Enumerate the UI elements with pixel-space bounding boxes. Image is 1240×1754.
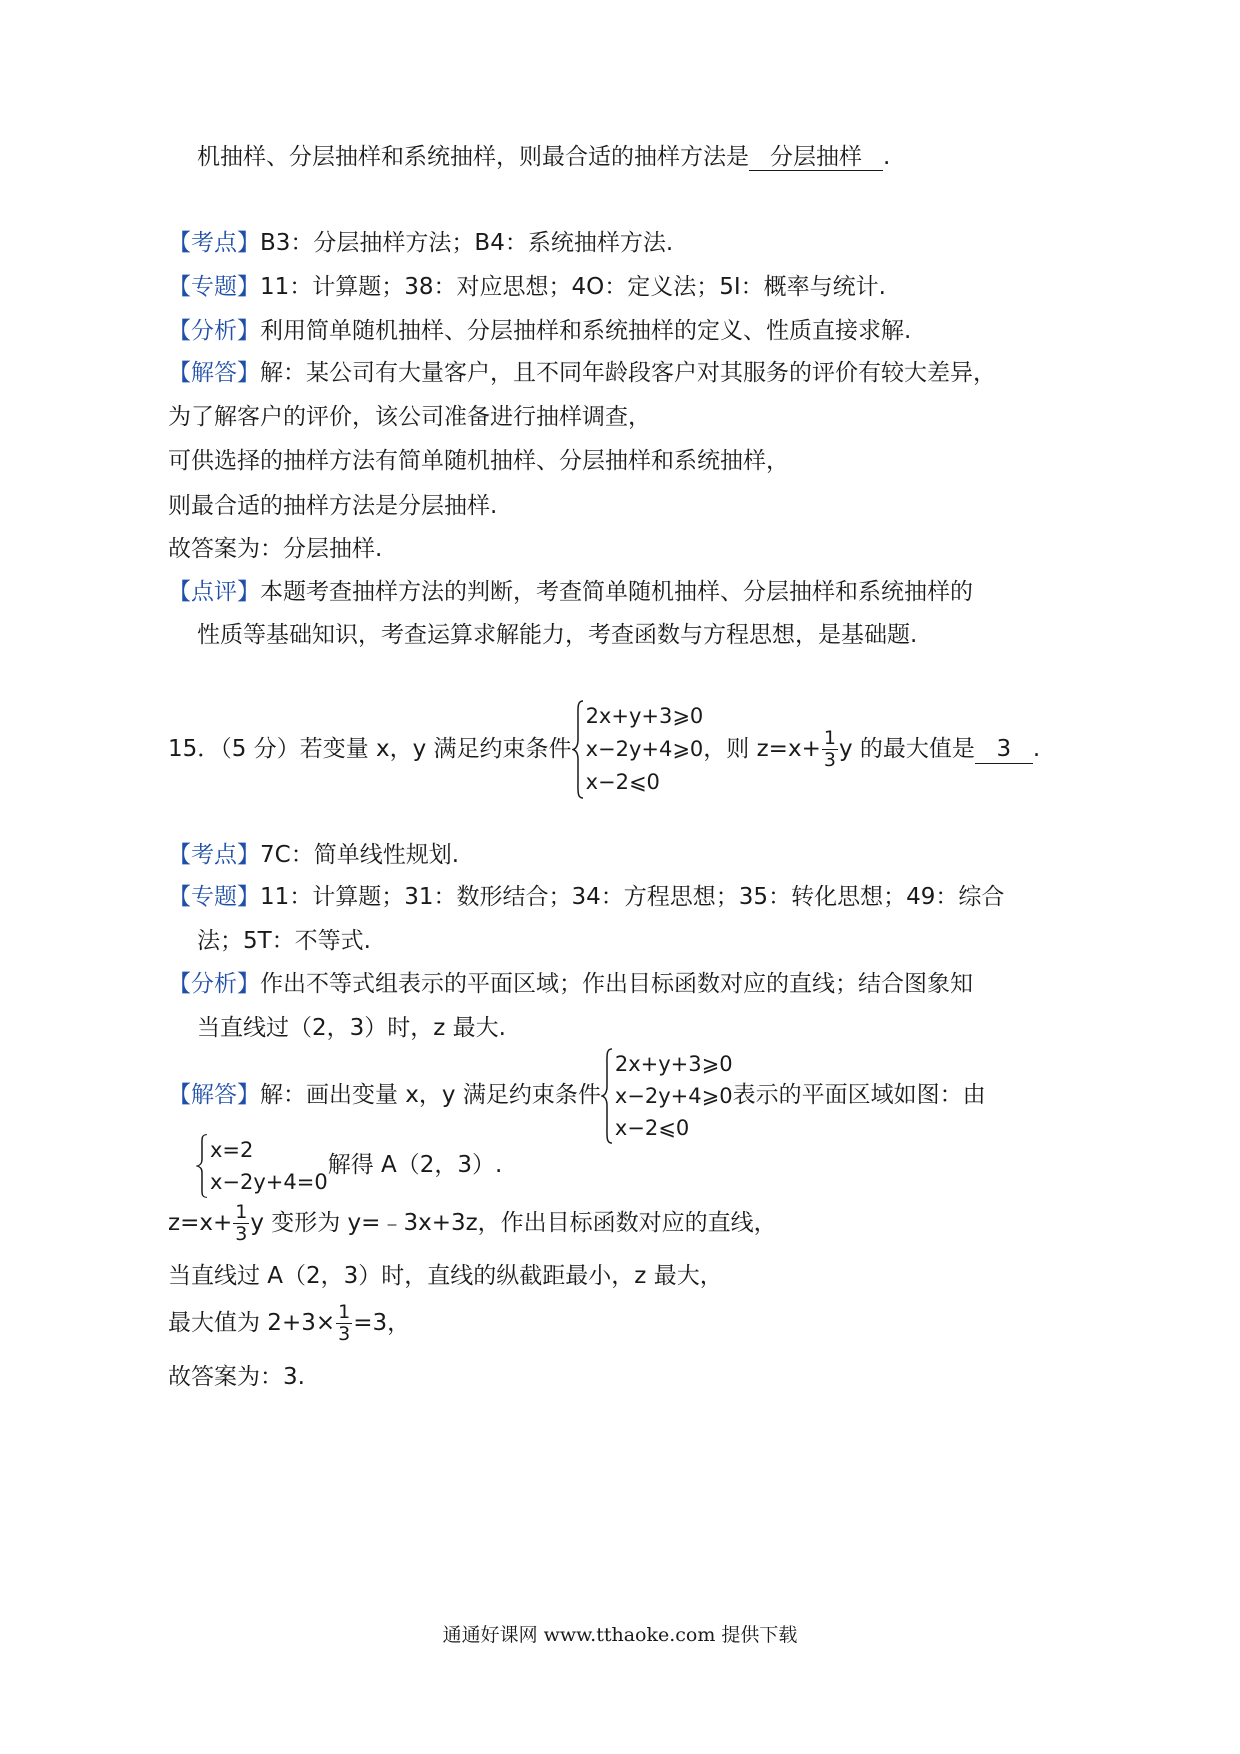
q15-constraint-system	[572, 700, 704, 799]
q15-cond-2: x−2y+4⩾0	[585, 737, 704, 761]
q15-jieda-final: 故答案为：3.	[168, 1364, 305, 1390]
q15-zhuanti-line1: 【专题】11：计算题；31：数形结合；34：方程思想；35：转化思想；49：综合	[168, 884, 1005, 910]
q15-kaodian: 【考点】7C：简单线性规划.	[168, 842, 460, 868]
q15-solve-system: x=2 x−2y+4=0	[196, 1134, 328, 1198]
q14-fenxi: 【分析】利用简单随机抽样、分层抽样和系统抽样的定义、性质直接求解.	[168, 318, 912, 344]
q15-fenxi-line1: 【分析】作出不等式组表示的平面区域；作出目标函数对应的直线；结合图象知	[168, 971, 973, 997]
q14-tail-text: 机抽样、分层抽样和系统抽样，则最合适的抽样方法是	[197, 144, 749, 170]
fenxi-tag: 【分析】	[168, 318, 260, 344]
zhuanti-tag: 【专题】	[168, 274, 260, 300]
q14-zhuanti: 【专题】11：计算题；38：对应思想；4O：定义法；5I：概率与统计.	[168, 274, 886, 300]
q15-jieda-line1: 【解答】解：画出变量 x，y 满足约束条件 2x+y+3⩾0 x−2y+4⩾0 x−2⩽0 表示的平面区域如图：由	[168, 1045, 986, 1145]
dianping-tag: 【点评】	[168, 579, 260, 605]
q14-dianping-line2: 性质等基础知识，考查运算求解能力，考查函数与方程思想，是基础题.	[197, 622, 918, 648]
q15-jieda-solve: x=2 x−2y+4=0 解得 A（2，3）.	[196, 1133, 502, 1198]
q14-jieda-line5: 故答案为：分层抽样.	[168, 536, 383, 562]
q15-fenxi-line2: 当直线过（2，3）时，z 最大.	[197, 1015, 506, 1041]
q14-dianping-line1: 【点评】本题考查抽样方法的判断，考查简单随机抽样、分层抽样和系统抽样的	[168, 579, 973, 605]
q15-jieda-line-a: 当直线过 A（2，3）时，直线的纵截距最小，z 最大，	[168, 1263, 723, 1289]
q14-jieda-line4: 则最合适的抽样方法是分层抽样.	[168, 493, 498, 519]
q15-jieda-max: 最大值为 2+3× $\frac{1}{3}$ =3，	[168, 1301, 411, 1345]
page-footer: 通通好课网 www.tthaoke.com 提供下载	[442, 1624, 798, 1646]
q15-cond-3: x−2⩽0	[585, 770, 660, 794]
q15-fraction: $\frac{1}{3}$	[823, 727, 836, 771]
q15-cond-1: 2x+y+3⩾0	[585, 704, 704, 728]
q15-prefix: 15．（5 分）若变量 x，y 满足约束条件	[168, 736, 572, 762]
q14-jieda-line2: 为了解客户的评价，该公司准备进行抽样调查，	[168, 404, 651, 430]
q15-jieda-transform: z=x+ $\frac{1}{3}$ y 变形为 y=﹣3x+3z，作出目标函数对应的直线，	[168, 1201, 777, 1245]
left-brace-icon	[601, 1048, 613, 1144]
left-brace-icon	[196, 1134, 208, 1198]
q15-jieda-constraint-system: 2x+y+3⩾0 x−2y+4⩾0 x−2⩽0	[601, 1048, 733, 1144]
q14-answer-blank: 分层抽样	[749, 144, 883, 171]
q15-answer-blank: 3	[975, 735, 1033, 764]
q15-statement: 15．（5 分）若变量 x，y 满足约束条件 2x+y+3⩾0 x−2y+4⩾0 x−2⩽0 ，则 z=x+ $\frac{1}{3}$ y 的最大值是 3 .	[168, 697, 1040, 801]
q15-zhuanti-line2: 法；5T：不等式.	[197, 928, 371, 954]
q14-jieda-line1: 【解答】解：某公司有大量客户，且不同年龄段客户对其服务的评价有较大差异，	[168, 360, 996, 386]
q14-jieda-line3: 可供选择的抽样方法有简单随机抽样、分层抽样和系统抽样，	[168, 448, 789, 474]
q14-tail-line: 机抽样、分层抽样和系统抽样，则最合适的抽样方法是 分层抽样 .	[197, 144, 891, 170]
kaodian-tag: 【考点】	[168, 230, 260, 256]
left-brace-icon	[572, 700, 584, 799]
jieda-tag: 【解答】	[168, 360, 260, 386]
q14-kaodian: 【考点】B3：分层抽样方法；B4：系统抽样方法.	[168, 230, 674, 256]
